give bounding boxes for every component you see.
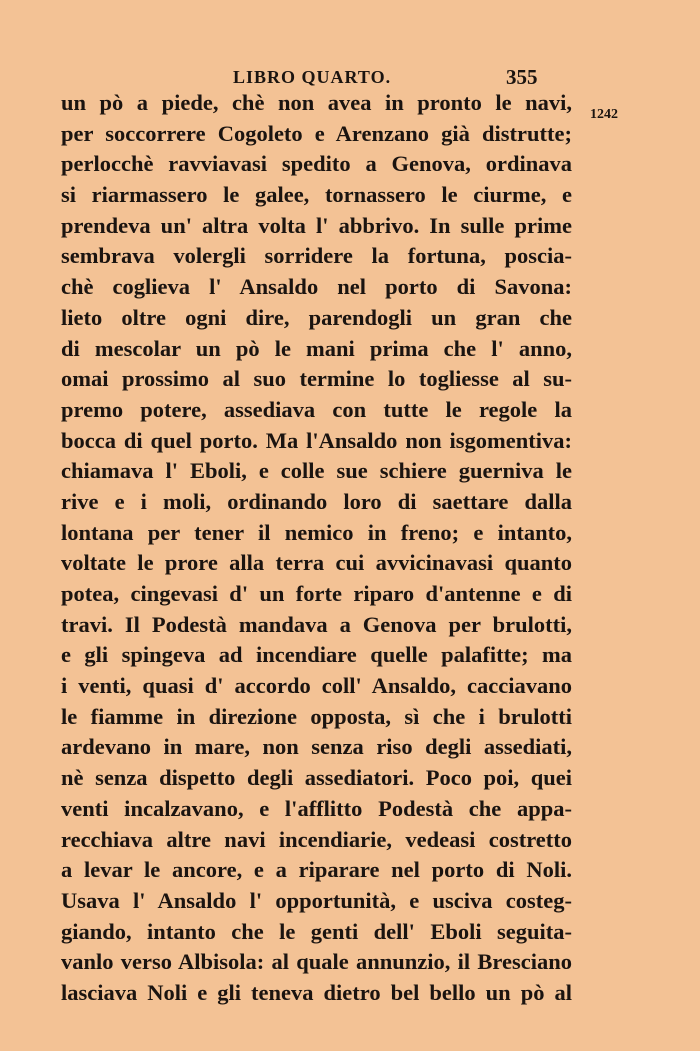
text-line: e gli spingeva ad incendiare quelle palafitte; ma — [61, 642, 572, 668]
margin-year-note: 1242 — [590, 107, 618, 122]
text-line: venti incalzavano, e l'afflitto Podestà che appa- — [61, 795, 572, 821]
text-line: le fiamme in direzione opposta, sì che i brulotti — [61, 703, 572, 729]
running-title: LIBRO QUARTO. — [233, 67, 392, 87]
text-line: chiamava l' Eboli, e colle sue schiere guerniva le — [61, 458, 572, 484]
text-line: chè coglieva l' Ansaldo nel porto di Savona: — [61, 274, 572, 300]
text-line: sembrava volergli sorridere la fortuna, poscia- — [61, 243, 572, 269]
text-line: omai prossimo al suo termine lo togliesse al su- — [61, 366, 572, 392]
page-number: 355 — [506, 65, 538, 89]
text-line: lasciava Noli e gli teneva dietro bel bello un pò al — [61, 979, 572, 1005]
text-line: vanlo verso Albisola: al quale annunzio, il Bresciano — [61, 949, 572, 975]
text-line: un pò a piede, chè non avea in pronto le navi, — [61, 90, 572, 115]
text-line: lontana per tener il nemico in freno; e intanto, — [61, 519, 572, 545]
text-line: nè senza dispetto degli assediatori. Poco poi, quei — [61, 765, 572, 791]
text-line: travi. Il Podestà mandava a Genova per brulotti, — [61, 611, 572, 637]
text-line: premo potere, assediava con tutte le regole la — [61, 396, 572, 422]
text-line: Usava l' Ansaldo l' opportunità, e usciva costeg- — [61, 887, 572, 913]
text-line: lieto oltre ogni dire, parendogli un gran che — [61, 304, 572, 330]
text-line: di mescolar un pò le mani prima che l' anno, — [61, 335, 572, 361]
text-line: recchiava altre navi incendiarie, vedeasi costretto — [61, 826, 572, 852]
text-line: prendeva un' altra volta l' abbrivo. In sulle prime — [61, 212, 572, 238]
text-line: a levar le ancore, e a riparare nel porto di Noli. — [61, 857, 572, 883]
text-line: rive e i moli, ordinando loro di saettare dalla — [61, 488, 572, 514]
text-line: si riarmassero le galee, tornassero le ciurme, e — [61, 182, 572, 208]
text-line: perlocchè ravviavasi spedito a Genova, ordinava — [61, 151, 572, 177]
text-line: voltate le prore alla terra cui avvicinavasi quanto — [61, 550, 572, 576]
text-line: per soccorrere Cogoleto e Arenzano già distrutte; — [61, 120, 572, 146]
text-line: i venti, quasi d' accordo coll' Ansaldo, cacciavano — [61, 673, 572, 699]
text-line: giando, intanto che le genti dell' Eboli seguita- — [61, 918, 572, 944]
text-line: potea, cingevasi d' un forte riparo d'antenne e di — [61, 581, 572, 606]
text-line: ardevano in mare, non senza riso degli assediati, — [61, 734, 572, 760]
body-text — [61, 88, 572, 1009]
text-line: bocca di quel porto. Ma l'Ansaldo non isgomentiva: — [61, 427, 572, 453]
